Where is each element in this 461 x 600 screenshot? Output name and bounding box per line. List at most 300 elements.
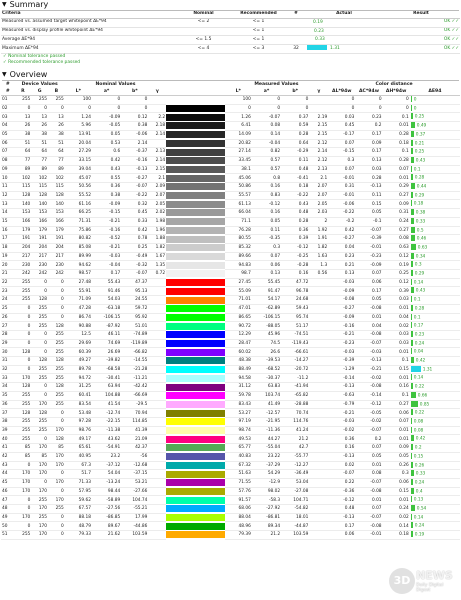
delta-e-value: 0.3 (414, 262, 422, 268)
swatch-fill (166, 375, 225, 382)
cell: 05 (1, 130, 15, 139)
swatch-fill (166, 436, 225, 443)
delta-e-bar (411, 427, 412, 433)
delta-e-bar (411, 261, 413, 267)
delta-e (410, 174, 460, 183)
cell: 77 (31, 156, 48, 165)
col-header: L* (65, 88, 92, 96)
cell: 59.62 (65, 496, 92, 505)
cell: 242 (48, 270, 65, 279)
cell: 0.16 (252, 209, 281, 218)
table-row (1, 496, 460, 505)
summary-row (1, 27, 460, 36)
cell: 166 (48, 217, 65, 226)
cell: 0.17 (355, 148, 382, 157)
delta-e-bar (411, 331, 413, 337)
actual-value: 0.23 (314, 28, 324, 34)
cell (309, 496, 328, 505)
cell: 28 (1, 330, 15, 339)
cell: 0.38 (92, 191, 121, 200)
cell (148, 348, 166, 357)
cell: 204 (31, 243, 48, 252)
cell: 14 (1, 209, 15, 218)
cell: 0.05 (355, 209, 382, 218)
swatch-fill (166, 349, 225, 356)
cell: 0.01 (383, 374, 410, 383)
cell: 0.25 (383, 270, 410, 279)
cell (148, 322, 166, 331)
swatch-fill (166, 357, 225, 364)
cell: 32 (1, 365, 15, 374)
cell: 0 (281, 95, 309, 104)
cell: 36 (1, 400, 15, 409)
cell (148, 531, 166, 540)
cell: 71.31 (65, 217, 92, 226)
cell: -0.01 (328, 174, 355, 183)
cell: -0.79 (328, 400, 355, 409)
delta-e (410, 183, 460, 192)
cell: 0.1 (383, 113, 410, 122)
cell: 128 (31, 409, 48, 418)
cell: 50 (1, 522, 15, 531)
cell (148, 478, 166, 487)
swatch-fill (166, 279, 225, 286)
table-row (1, 513, 460, 522)
cell: 0.21 (328, 261, 355, 270)
cell (309, 287, 328, 296)
cell: -0.29 (281, 148, 309, 157)
cell: 27 (1, 322, 15, 331)
cell: 47.01 (225, 304, 252, 313)
color-swatch (166, 304, 225, 313)
cell: 115 (48, 183, 65, 192)
cell: -58.3 (252, 496, 281, 505)
cell: 39.04 (65, 165, 92, 174)
cell: -11.2 (281, 374, 309, 383)
summary-table (1, 11, 460, 54)
cell: 64 (15, 148, 32, 157)
cell (309, 95, 328, 104)
cell: 0.78 (121, 235, 148, 244)
cell: 128 (48, 383, 65, 392)
delta-e-value: 0.1 (413, 297, 421, 303)
swatch-fill (166, 175, 225, 182)
cell: 29 (1, 339, 15, 348)
cell: -0.21 (92, 243, 121, 252)
swatch-fill (166, 497, 225, 504)
delta-e (410, 104, 460, 113)
cell: 20.82 (225, 139, 252, 148)
summary-recommended: <= 3 (231, 45, 286, 54)
swatch-fill (166, 305, 225, 312)
cell: -0.07 (355, 513, 382, 522)
cell: 0.57 (252, 165, 281, 174)
cell: 0.37 (281, 113, 309, 122)
delta-e-value: 0.25 (414, 114, 425, 120)
cell: 0.19 (383, 261, 410, 270)
cell: 53.04 (281, 478, 309, 487)
cell: 170 (15, 513, 32, 522)
delta-e (410, 330, 460, 339)
cell: 0.18 (383, 139, 410, 148)
color-swatch (166, 209, 225, 218)
cell: 191 (15, 235, 32, 244)
cell: 2.15 (148, 165, 166, 174)
cell: -27.08 (281, 487, 309, 496)
cell: 0.3 (383, 470, 410, 479)
delta-e-bar (411, 270, 413, 276)
cell (148, 278, 166, 287)
cell: 55.57 (225, 191, 252, 200)
cell: 0.38 (121, 122, 148, 131)
col-header: ΔL*94w (328, 88, 355, 96)
cell (309, 444, 328, 453)
delta-e-bar (411, 357, 414, 363)
cell: -106.15 (252, 313, 281, 322)
delta-e (410, 148, 460, 157)
cell: 0 (31, 435, 48, 444)
delta-e-bar (411, 453, 412, 459)
cell: -0.16 (121, 156, 148, 165)
cell: 0 (31, 391, 48, 400)
cell (309, 487, 328, 496)
cell: 0.1 (383, 357, 410, 366)
cell: 230 (15, 261, 32, 270)
col-header: ΔH*94w (383, 88, 410, 96)
delta-e-bar (411, 505, 415, 511)
cell: -42.42 (121, 383, 148, 392)
cell: -0.03 (328, 348, 355, 357)
table-row (1, 304, 460, 313)
cell: -0.35 (252, 235, 281, 244)
cell: 0 (355, 95, 382, 104)
cell: 41 (1, 444, 15, 453)
cell: -12.74 (92, 409, 121, 418)
cell: 51.7 (65, 470, 92, 479)
cell: -0.52 (92, 235, 121, 244)
cell: 97.28 (65, 418, 92, 427)
color-swatch (166, 278, 225, 287)
cell: 0 (15, 357, 32, 366)
cell: 51.63 (225, 470, 252, 479)
summary-actual (306, 18, 382, 27)
cell: 08 (1, 156, 15, 165)
cell: -0.23 (328, 339, 355, 348)
cell: 100 (65, 95, 92, 104)
delta-e (410, 348, 460, 357)
delta-e-value: 0.46 (416, 236, 427, 242)
cell: 0.14 (252, 130, 281, 139)
color-swatch (166, 217, 225, 226)
cell (148, 426, 166, 435)
swatch-fill (166, 201, 225, 208)
col-header: R (15, 88, 32, 96)
table-row (1, 200, 460, 209)
cell: -0.22 (121, 191, 148, 200)
cell (148, 139, 166, 148)
cell: -0.22 (281, 191, 309, 200)
cell: 0.08 (355, 470, 382, 479)
cell: 95.13 (121, 287, 148, 296)
cell: 0.36 (281, 226, 309, 235)
cell: 98.74 (225, 426, 252, 435)
cell: 0.42 (92, 156, 121, 165)
cell: 255 (31, 513, 48, 522)
cell: 255 (15, 400, 32, 409)
color-swatch (166, 200, 225, 209)
table-row (1, 113, 460, 122)
swatch-fill (166, 514, 225, 521)
group-swatch (166, 81, 225, 88)
cell: -0.39 (328, 357, 355, 366)
cell: 70.94 (121, 409, 148, 418)
cell: -0.17 (328, 130, 355, 139)
cell: -27.92 (252, 505, 281, 514)
cell: 0.07 (252, 252, 281, 261)
cell: 41.49 (252, 400, 281, 409)
delta-e (410, 409, 460, 418)
swatch-fill (166, 244, 225, 251)
cell: 0.07 (328, 165, 355, 174)
cell: 0 (252, 95, 281, 104)
cell: 128 (15, 383, 32, 392)
swatch-fill (166, 471, 225, 478)
color-swatch (166, 470, 225, 479)
summary-num (286, 27, 306, 36)
cell: 40 (1, 435, 15, 444)
cell: 0 (383, 95, 410, 104)
cell: 0.32 (121, 200, 148, 209)
delta-e-value: 0.26 (414, 463, 425, 469)
cell: 170 (31, 461, 48, 470)
delta-e-bar (411, 305, 413, 311)
cell: 0.08 (252, 122, 281, 131)
summary-row (1, 36, 460, 45)
delta-e (410, 365, 460, 374)
cell: 0 (15, 104, 32, 113)
color-swatch (166, 252, 225, 261)
cell: 170 (48, 452, 65, 461)
cell: 79.33 (65, 531, 92, 540)
cell: -1.29 (328, 365, 355, 374)
overview-header[interactable] (0, 70, 461, 80)
cell: -0.14 (328, 374, 355, 383)
cell: 128 (48, 322, 65, 331)
cell: 0.28 (355, 174, 382, 183)
cell: 10 (1, 174, 15, 183)
table-row (1, 165, 460, 174)
collapse-arrow-icon[interactable]: ▼ (2, 70, 7, 78)
cell: -27.66 (121, 487, 148, 496)
cell: 2.1 (148, 174, 166, 183)
collapse-arrow-icon[interactable]: ▼ (2, 1, 7, 8)
cell: -20.72 (281, 365, 309, 374)
cell: 71.33 (65, 478, 92, 487)
cell: 2.05 (148, 200, 166, 209)
cell: 0.82 (252, 148, 281, 157)
cell (309, 418, 328, 427)
col-criteria: Criteria (1, 11, 176, 18)
cell: 103.59 (281, 531, 309, 540)
cell: 0.15 (383, 487, 410, 496)
cell: 41.24 (281, 426, 309, 435)
cell: 53.27 (225, 409, 252, 418)
cell: 191 (31, 235, 48, 244)
cell: 88.18 (65, 513, 92, 522)
cell: 179 (15, 226, 32, 235)
cell: 26 (31, 122, 48, 131)
cell: -0.41 (281, 174, 309, 183)
cell: 0.13 (252, 270, 281, 279)
color-swatch (166, 339, 225, 348)
cell: -27.56 (92, 505, 121, 514)
cell: -0.07 (121, 270, 148, 279)
watermark-logo (389, 566, 455, 596)
cell: 166 (31, 217, 48, 226)
cell: 1.88 (148, 235, 166, 244)
cell: 07 (1, 148, 15, 157)
cell: -0.13 (121, 165, 148, 174)
color-swatch (166, 148, 225, 157)
cell: -0.08 (355, 304, 382, 313)
cell: 0 (15, 461, 32, 470)
cell: 0 (48, 409, 65, 418)
cell: 74.69 (92, 339, 121, 348)
cell: 94.62 (65, 261, 92, 270)
swatch-fill (166, 453, 225, 460)
delta-e-value: 0.15 (413, 454, 424, 460)
cell: 2.12 (309, 156, 328, 165)
table-row (1, 461, 460, 470)
delta-e-value: 0.28 (414, 306, 425, 312)
cell: 0 (48, 304, 65, 313)
cell: 51.17 (281, 322, 309, 331)
cell (309, 522, 328, 531)
cell: -0.27 (328, 235, 355, 244)
cell: 0.45 (328, 122, 355, 131)
cell (309, 383, 328, 392)
delta-e-bar (411, 383, 413, 389)
cell (148, 296, 166, 305)
cell: 33 (1, 374, 15, 383)
delta-e (410, 156, 460, 165)
cell: 43 (1, 461, 15, 470)
table-row (1, 330, 460, 339)
delta-e-bar (411, 157, 414, 163)
summary-nominal: <= 4 (176, 45, 231, 54)
color-swatch (166, 348, 225, 357)
cell: 76.28 (225, 226, 252, 235)
color-swatch (166, 104, 225, 113)
cell: -0.06 (328, 200, 355, 209)
cell: 09 (1, 165, 15, 174)
cell: 45.07 (65, 174, 92, 183)
cell: 20 (1, 261, 15, 270)
summary-header[interactable] (0, 0, 461, 10)
swatch-fill (166, 392, 225, 399)
swatch-fill (166, 122, 225, 129)
cell: 17 (1, 235, 15, 244)
cell: 204 (15, 243, 32, 252)
table-row (1, 243, 460, 252)
cell: 0.3 (252, 243, 281, 252)
swatch-fill (166, 488, 225, 495)
cell: 95.74 (281, 313, 309, 322)
cell: 67.3 (65, 461, 92, 470)
cell: 217 (31, 252, 48, 261)
delta-e-bar (411, 479, 413, 485)
cell: 53.48 (65, 409, 92, 418)
cell: 21.62 (92, 531, 121, 540)
cell: 0.45 (121, 209, 148, 218)
delta-e-bar (411, 488, 414, 494)
cell: 90.72 (225, 322, 252, 331)
delta-e (410, 243, 460, 252)
cell: 217 (15, 252, 32, 261)
cell: 0.05 (252, 217, 281, 226)
cell: 0 (15, 365, 32, 374)
cell (148, 409, 166, 418)
table-row (1, 478, 460, 487)
cell: 255 (15, 296, 32, 305)
cell: 38 (15, 130, 32, 139)
cell: 80.55 (225, 235, 252, 244)
cell: -0.04 (252, 139, 281, 148)
delta-e-bar (411, 192, 413, 198)
cell: 255 (31, 95, 48, 104)
cell: 0.23 (328, 252, 355, 261)
delta-e (410, 95, 460, 104)
cell: 179 (31, 226, 48, 235)
overview-section (0, 70, 461, 540)
cell: 59.43 (281, 304, 309, 313)
swatch-fill (166, 218, 225, 225)
cell: 39 (1, 426, 15, 435)
cell: 22 (1, 278, 15, 287)
cell: -21.95 (252, 418, 281, 427)
cell: -0.1 (355, 217, 382, 226)
cell: -36.49 (281, 470, 309, 479)
cell: 0.01 (383, 122, 410, 131)
cell: 02 (1, 104, 15, 113)
cell: 0.05 (92, 130, 121, 139)
cell: 40.95 (65, 452, 92, 461)
table-row (1, 261, 460, 270)
color-swatch (166, 174, 225, 183)
cell: 41.39 (121, 426, 148, 435)
cell (148, 522, 166, 531)
cell: 0 (48, 104, 65, 113)
delta-e-bar (411, 366, 421, 372)
cell: -0.02 (355, 418, 382, 427)
swatch-fill (166, 140, 225, 147)
table-row (1, 374, 460, 383)
cell: 115 (31, 183, 48, 192)
delta-e-value: 0.28 (414, 175, 425, 181)
recommended-status: ✓ Recommended tolerance passed (3, 60, 81, 66)
cell: 0.22 (328, 478, 355, 487)
summary-actual (306, 45, 382, 54)
swatch-fill (166, 105, 225, 112)
cell: 61.16 (65, 200, 92, 209)
summary-section (0, 0, 461, 67)
cell: -87.92 (92, 322, 121, 331)
delta-e (410, 191, 460, 200)
cell: 47.37 (121, 278, 148, 287)
cell: 0.28 (281, 217, 309, 226)
cell: 1.35 (148, 261, 166, 270)
delta-e-value: 0.24 (414, 480, 425, 486)
